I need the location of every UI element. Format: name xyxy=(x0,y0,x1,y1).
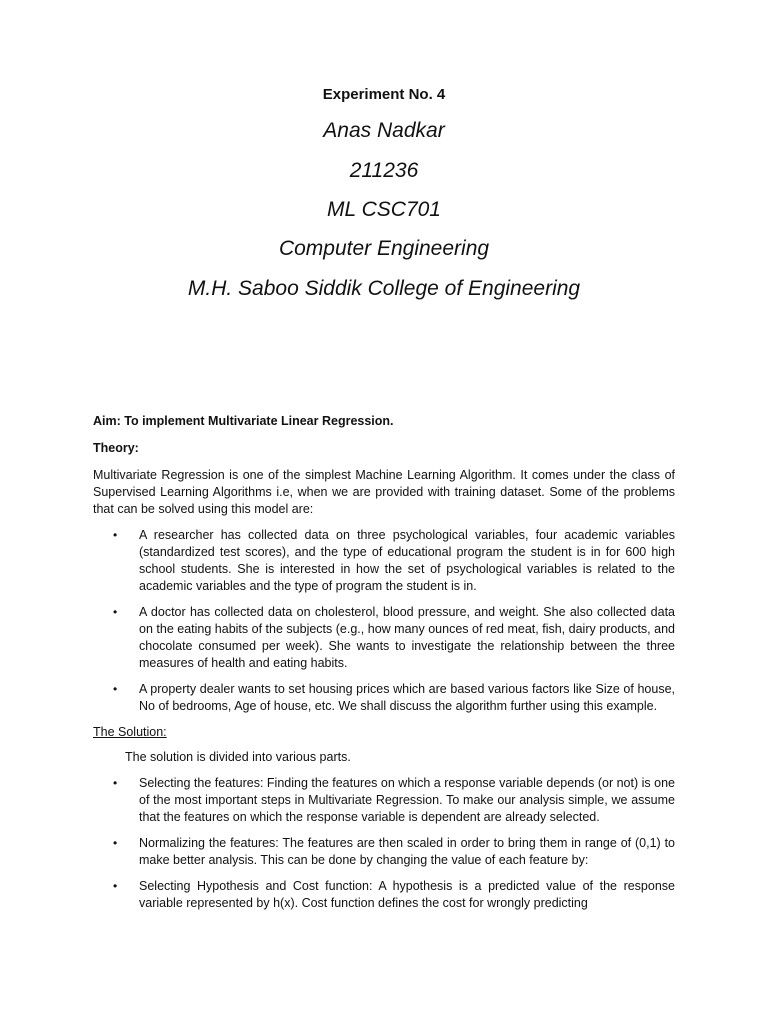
list-item-text: Selecting the features: Finding the features on which a response variable depends (or not) is one of the most important steps in Multivariate Regression. To make our analysis simple, we assume that the features on which the response variable is dependent are already selected. xyxy=(139,776,675,824)
list-item xyxy=(93,527,675,595)
list-item xyxy=(93,775,675,826)
list-item-text: Selecting Hypothesis and Cost function: A hypothesis is a predicted value of the response variable represented by h(x). Cost function defines the cost for wrongly predicting xyxy=(139,879,675,910)
bullet-icon: • xyxy=(113,605,118,619)
aim-statement: Aim: To implement Multivariate Linear Regression. xyxy=(93,414,394,428)
solution-steps-list xyxy=(93,775,675,912)
document-body xyxy=(93,413,675,921)
bullet-icon: • xyxy=(113,528,118,542)
theory-paragraph: Multivariate Regression is one of the simplest Machine Learning Algorithm. It comes under the class of Supervised Learning Algorithms i.e, when we are provided with training dataset. Some of the problems that can be solved using this model are: xyxy=(93,468,675,516)
bullet-icon: • xyxy=(113,682,118,696)
problem-list xyxy=(93,527,675,715)
bullet-icon: • xyxy=(113,836,118,850)
student-name: Anas Nadkar xyxy=(323,119,445,142)
list-item-text: A researcher has collected data on three psychological variables, four academic variables (standardized test scores), and the type of educational program the student is in for 600 high school students. She is interested in how the set of psychological variables is related to the academic variables and the type of program the student is in. xyxy=(139,528,675,593)
list-item xyxy=(93,681,675,715)
experiment-title: Experiment No. 4 xyxy=(322,86,446,103)
solution-intro: The solution is divided into various parts. xyxy=(125,750,351,764)
course-code: ML CSC701 xyxy=(326,198,441,221)
list-item xyxy=(93,878,675,912)
list-item xyxy=(93,604,675,672)
roll-number: 211236 xyxy=(349,159,419,182)
list-item-text: A property dealer wants to set housing prices which are based various factors like Size of house, No of bedrooms, Age of house, etc. We shall discuss the algorithm further using this example. xyxy=(139,682,675,713)
theory-heading: Theory: xyxy=(93,441,139,455)
list-item xyxy=(93,835,675,869)
list-item-text: Normalizing the features: The features are then scaled in order to bring them in range of (0,1) to make better analysis. This can be done by changing the value of each feature by: xyxy=(139,836,675,867)
solution-heading: The Solution: xyxy=(93,725,167,739)
department: Computer Engineering xyxy=(278,237,490,260)
bullet-icon: • xyxy=(113,879,118,893)
bullet-icon: • xyxy=(113,776,118,790)
list-item-text: A doctor has collected data on cholesterol, blood pressure, and weight. She also collected data on the eating habits of the subjects (e.g., how many ounces of red meat, fish, dairy products, and chocolate consumed per week). She wants to investigate the relationship between the three measures of health and eating habits. xyxy=(139,605,675,670)
college-name: M.H. Saboo Siddik College of Engineering xyxy=(187,277,581,300)
